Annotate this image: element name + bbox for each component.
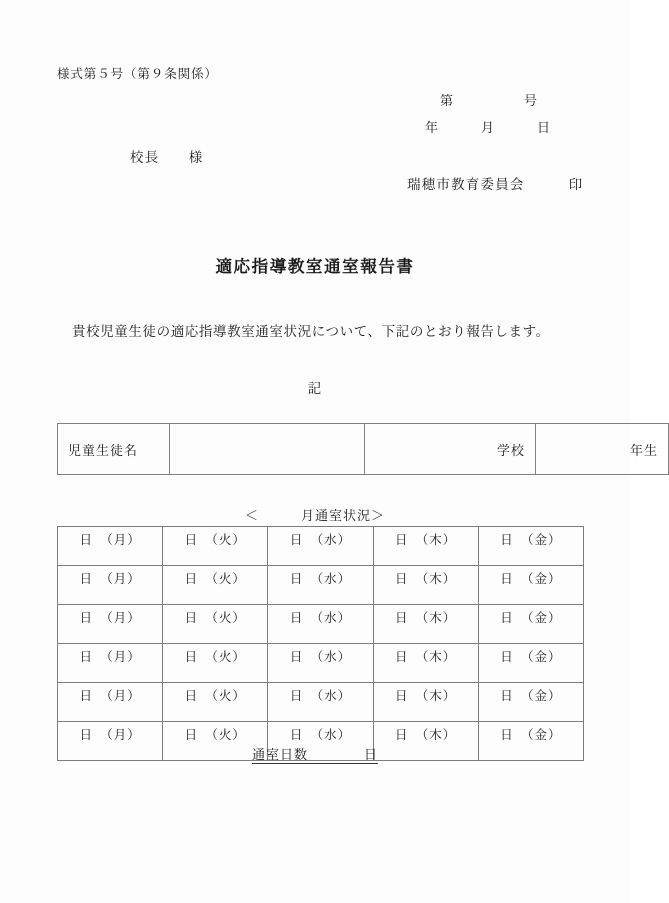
attendance-cell-thu[interactable]: 日 （木） (373, 605, 478, 644)
attendance-cell-fri[interactable]: 日 （金） (478, 722, 583, 761)
attendance-cell-wed[interactable]: 日 （水） (268, 605, 373, 644)
table-row (58, 683, 584, 722)
attendance-cell-fri[interactable]: 日 （金） (478, 566, 583, 605)
lead-paragraph: 貴校児童生徒の適応指導教室通室状況について、下記のとおり報告します。 (72, 324, 550, 339)
attendance-cell-fri[interactable]: 日 （金） (478, 644, 583, 683)
attendance-cell-wed[interactable]: 日 （水） (268, 722, 373, 761)
table-row (58, 527, 584, 566)
page-title: 適応指導教室通室報告書 (215, 257, 415, 276)
attendance-cell-thu[interactable]: 日 （木） (373, 722, 478, 761)
addressee-line: 校長 様 (130, 150, 204, 165)
student-info-table (57, 423, 669, 475)
attendance-cell-tue[interactable]: 日 （火） (163, 722, 268, 761)
table-row (58, 424, 669, 475)
attendance-cell-mon[interactable]: 日 （月） (58, 527, 163, 566)
table-row (58, 605, 584, 644)
ki-marker: 記 (307, 381, 323, 396)
attendance-cell-thu[interactable]: 日 （木） (373, 644, 478, 683)
attendance-cell-thu[interactable]: 日 （木） (373, 527, 478, 566)
attendance-cell-mon[interactable]: 日 （月） (58, 644, 163, 683)
attendance-month-heading: ＜ 月通室状況＞ (244, 508, 385, 523)
attendance-grid-table (57, 526, 584, 761)
issuer-line: 瑞穂市教育委員会 印 (407, 177, 584, 192)
attendance-cell-mon[interactable]: 日 （月） (58, 722, 163, 761)
student-name-field[interactable] (170, 424, 365, 475)
attendance-cell-tue[interactable]: 日 （火） (163, 566, 268, 605)
grade-label[interactable]: 年生 (536, 424, 669, 475)
form-number: 様式第５号（第９条関係） (57, 67, 218, 81)
attendance-cell-wed[interactable]: 日 （水） (268, 683, 373, 722)
attendance-cell-mon[interactable]: 日 （月） (58, 605, 163, 644)
attendance-cell-wed[interactable]: 日 （水） (268, 527, 373, 566)
attendance-cell-thu[interactable]: 日 （木） (373, 683, 478, 722)
student-name-label: 児童生徒名 (58, 424, 170, 475)
attendance-cell-mon[interactable]: 日 （月） (58, 566, 163, 605)
total-days-text: 通室日数 日 (251, 747, 378, 762)
attendance-cell-mon[interactable]: 日 （月） (58, 683, 163, 722)
attendance-cell-tue[interactable]: 日 （火） (163, 644, 268, 683)
attendance-cell-thu[interactable]: 日 （木） (373, 566, 478, 605)
attendance-cell-fri[interactable]: 日 （金） (478, 527, 583, 566)
attendance-cell-wed[interactable]: 日 （水） (268, 644, 373, 683)
table-row (58, 644, 584, 683)
attendance-cell-tue[interactable]: 日 （火） (163, 605, 268, 644)
school-label[interactable]: 学校 (365, 424, 536, 475)
document-date-line: 年 月 日 (425, 120, 552, 135)
attendance-cell-wed[interactable]: 日 （水） (268, 566, 373, 605)
total-days-line (0, 744, 630, 763)
attendance-cell-fri[interactable]: 日 （金） (478, 683, 583, 722)
attendance-cell-fri[interactable]: 日 （金） (478, 605, 583, 644)
document-number-line: 第 号 (440, 93, 539, 108)
attendance-cell-tue[interactable]: 日 （火） (163, 683, 268, 722)
attendance-cell-tue[interactable]: 日 （火） (163, 527, 268, 566)
table-row (58, 566, 584, 605)
